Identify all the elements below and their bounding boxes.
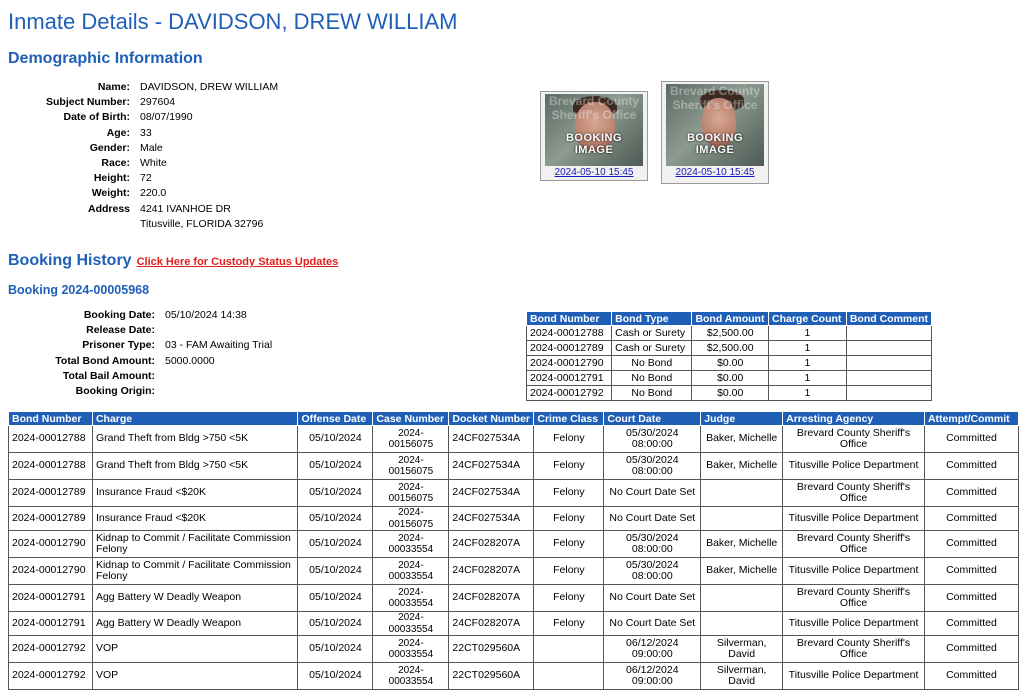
demographic-row-address: Address 4241 IVANHOE DR Titusville, FLORIDA 32796 [87, 202, 264, 230]
demographic-row-race: Race: White [101, 157, 167, 170]
table-row: 2024-00012790 No Bond $0.00 1 [527, 356, 932, 371]
demographic-row-gender: Gender: Male [89, 141, 163, 154]
booking-photo-date-link[interactable]: 2024-05-10 15:45 [675, 167, 755, 178]
table-row: 2024-00012790 Kidnap to Commit / Facilitate Commission Felony 05/10/2024 2024-00033554 24CF028207A Felony 05/30/2024 08:00:00 Baker, Michelle Brevard County Sheriff's Office Committed [9, 531, 1019, 558]
booking-photo-2[interactable] [661, 81, 769, 184]
page-title: Inmate Details - DAVIDSON, DREW WILLIAM [8, 9, 458, 34]
booking-row-release: Release Date: [86, 324, 155, 337]
charge-table [8, 411, 1019, 690]
table-row: 2024-00012791 No Bond $0.00 1 [527, 371, 932, 386]
table-row: 2024-00012788 Grand Theft from Bldg >750 <5K 05/10/2024 2024-00156075 24CF027534A Felony 05/30/2024 08:00:00 Baker, Michelle Brevard County Sheriff's Office Committed [9, 426, 1019, 453]
booking-photo-date-link[interactable]: 2024-05-10 15:45 [554, 167, 634, 178]
custody-status-link[interactable]: Click Here for Custody Status Updates [136, 256, 339, 268]
booking-number-heading: Booking 2024-00005968 [8, 283, 150, 297]
booking-image: Brevard County Sheriff's Office BOOKING IMAGE [545, 94, 643, 166]
bond-table-header: Bond Number Bond Type Bond Amount Charge Count Bond Comment [527, 312, 932, 326]
table-row: 2024-00012789 Insurance Fraud <$20K 05/10/2024 2024-00156075 24CF027534A Felony No Court Date Set Brevard County Sheriff's Office Committed [9, 480, 1019, 507]
booking-row-date: Booking Date: 05/10/2024 14:38 [83, 309, 247, 321]
demographic-heading: Demographic Information [8, 50, 203, 67]
booking-history-heading: Booking History Click Here for Custody Status Updates [8, 252, 339, 269]
booking-image: Brevard County Sheriff's Office BOOKING IMAGE [666, 84, 764, 166]
table-row: 2024-00012790 Kidnap to Commit / Facilitate Commission Felony 05/10/2024 2024-00033554 24CF028207A Felony 05/30/2024 08:00:00 Baker, Michelle Titusville Police Department Committed [9, 558, 1019, 585]
table-row: 2024-00012788 Cash or Surety $2,500.00 1 [527, 326, 932, 341]
table-row: 2024-00012792 No Bond $0.00 1 [527, 386, 932, 401]
bond-table [526, 311, 932, 401]
table-row: 2024-00012791 Agg Battery W Deadly Weapon 05/10/2024 2024-00033554 24CF028207A Felony No Court Date Set Titusville Police Department Committed [9, 612, 1019, 636]
table-row: 2024-00012791 Agg Battery W Deadly Weapon 05/10/2024 2024-00033554 24CF028207A Felony No Court Date Set Brevard County Sheriff's Office Committed [9, 585, 1019, 612]
booking-row-prisoner-type: Prisoner Type: 03 - FAM Awaiting Trial [82, 339, 273, 352]
booking-row-origin: Booking Origin: [75, 385, 155, 398]
booking-row-total-bail: Total Bail Amount: [62, 369, 155, 382]
booking-row-total-bond: Total Bond Amount: 5000.0000 [55, 354, 215, 367]
demographics-list [8, 80, 278, 232]
demographic-row-name: Name: DAVIDSON, DREW WILLIAM [97, 81, 279, 93]
booking-photo-1[interactable] [540, 91, 648, 181]
demographic-row-height: Height: 72 [93, 172, 152, 185]
booking-details-list [8, 308, 272, 399]
demographic-row-subject-number: Subject Number: 297604 [45, 96, 176, 109]
demographic-row-age: Age: 33 [106, 126, 152, 139]
demographic-row-weight: Weight: 220.0 [91, 187, 167, 200]
table-row: 2024-00012788 Grand Theft from Bldg >750 <5K 05/10/2024 2024-00156075 24CF027534A Felony 05/30/2024 08:00:00 Baker, Michelle Titusville Police Department Committed [9, 453, 1019, 480]
table-row: 2024-00012789 Cash or Surety $2,500.00 1 [527, 341, 932, 356]
demographic-row-dob: Date of Birth: 08/07/1990 [63, 111, 193, 124]
table-row: 2024-00012789 Insurance Fraud <$20K 05/10/2024 2024-00156075 24CF027534A Felony No Court Date Set Titusville Police Department Committed [9, 507, 1019, 531]
table-row: 2024-00012792 VOP 05/10/2024 2024-00033554 22CT029560A 06/12/2024 09:00:00 Silverman, David Brevard County Sheriff's Office Committed [9, 636, 1019, 663]
table-row: 2024-00012792 VOP 05/10/2024 2024-00033554 22CT029560A 06/12/2024 09:00:00 Silverman, David Titusville Police Department Committed [9, 663, 1019, 690]
charge-table-header: Bond Number Charge Offense Date Case Number Docket Number Crime Class Court Date Judge Arresting Agency Attempt/Commit [9, 412, 1019, 426]
